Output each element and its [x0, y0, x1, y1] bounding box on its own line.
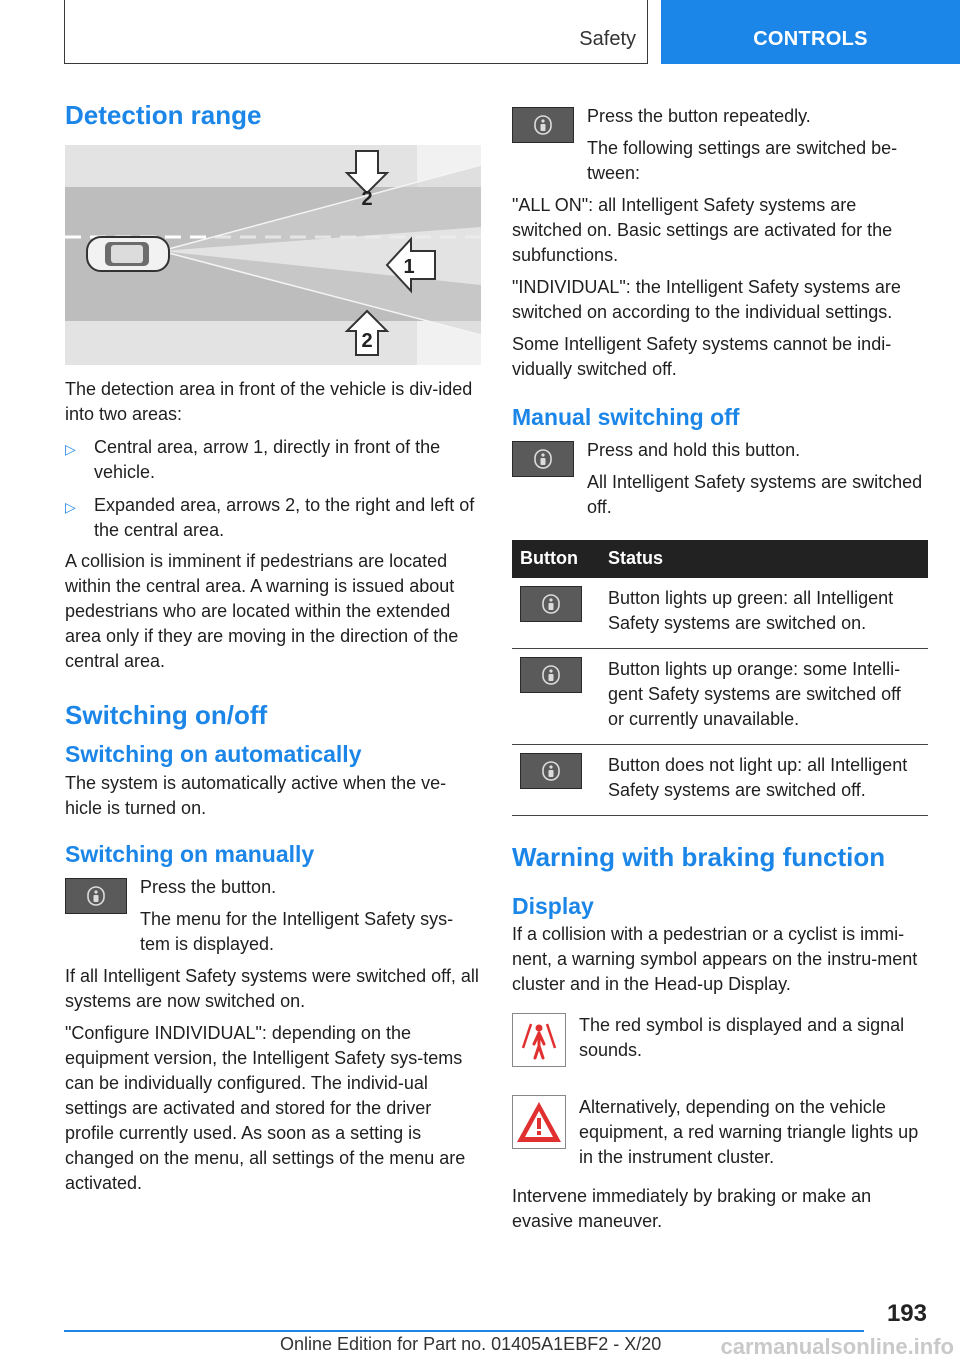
safety-button-icon: [520, 586, 582, 622]
manual-menu-text: The menu for the Intelligent Safety sys‐tem is displayed.: [140, 908, 454, 954]
display-heading: Display: [512, 892, 594, 919]
safety-button-icon: [512, 107, 574, 143]
auto-heading: Switching on automatically: [65, 741, 362, 768]
footer-edition: Online Edition for Part no. 01405A1EBF2 - X/20: [280, 1334, 662, 1354]
detection-diagram: [65, 145, 481, 365]
table-row: [512, 578, 928, 649]
header-section: Safety: [579, 28, 636, 50]
right-column: [512, 100, 928, 1234]
pedestrian-warning-icon: [512, 1013, 566, 1067]
individual-text: "INDIVIDUAL": the Intelligent Safety systems are switched on according to the individual settings.: [512, 277, 901, 322]
red-symbol-text: The red symbol is displayed and a signal sounds.: [579, 1015, 905, 1061]
table-header-row: [512, 540, 928, 578]
safety-button-icon: [520, 657, 582, 693]
all-on-text: "ALL ON": all Intelligent Safety systems are switched on. Basic settings are activated for the subfunctions.: [512, 195, 893, 265]
press-repeat-row: [512, 104, 928, 186]
manual-off-heading: Manual switching off: [512, 404, 740, 430]
status-table: [512, 540, 928, 816]
table-cell-icon: [512, 648, 600, 744]
manual-heading: Switching on manually: [65, 840, 315, 867]
table-row: [512, 744, 928, 815]
switching-heading: Switching on/off: [65, 700, 268, 731]
left-column: [65, 100, 481, 1196]
display-text: If a collision with a pedestrian or a cyclist is immi‐nent, a warning symbol appears on the instru‐ment cluster and in the Head-up Display.: [512, 924, 918, 995]
pedestrian-warning-row: [512, 1013, 928, 1069]
page-number: 193: [886, 1300, 927, 1327]
detection-range-heading: Detection range: [65, 100, 262, 130]
alternatively-text: Alternatively, depending on the vehicle equipment, a red warning triangle lights up in the instrument cluster.: [579, 1097, 919, 1168]
bullet-text: Expanded area, arrows 2, to the right and left of the central area.: [94, 495, 475, 541]
table-header-button: Button: [512, 540, 600, 578]
watermark: carmanualsonline.info: [720, 1334, 954, 1359]
collision-text: A collision is imminent if pedestrians are located within the central area. A warning is issued about pedestrians who are located within the extended area only if they are moving in the direction of the central area.: [65, 551, 459, 672]
press-hold-row: [512, 438, 928, 520]
arrow-label-mid: 1: [403, 256, 415, 279]
table-cell-icon: [512, 578, 600, 649]
table-cell-status: Button lights up green: all Intelligent Safety systems are switched on.: [600, 578, 928, 649]
some-cannot-text: Some Intelligent Safety systems cannot be indi‐vidually switched off.: [512, 334, 892, 379]
safety-button-icon: [512, 441, 574, 477]
header-chapter-label: CONTROLS: [753, 27, 868, 50]
arrow-label-top: 2: [361, 188, 373, 211]
manual-press-row: [65, 875, 481, 957]
table-row: [512, 648, 928, 744]
table-cell-status: Button lights up orange: some Intelli‐gent Safety systems are switched off or currently unavailable.: [600, 648, 928, 744]
detection-diagram-svg: [65, 145, 481, 365]
manual-all-off: If all Intelligent Safety systems were switched off, all systems are now switched on.: [65, 965, 479, 1011]
auto-text: The system is automatically active when the ve‐hicle is turned on.: [65, 772, 447, 818]
header-frame: [64, 0, 648, 64]
header-chapter-tab: [661, 0, 960, 64]
warning-heading: Warning with braking function: [512, 841, 886, 872]
table-cell-status: Button does not light up: all Intelligent Safety systems are switched off.: [600, 744, 928, 815]
press-hold-text: Press and hold this button.: [587, 439, 801, 460]
warning-triangle-icon: [512, 1095, 566, 1149]
bullet-item: [65, 435, 481, 485]
bullet-text: Central area, arrow 1, directly in front of the vehicle.: [94, 437, 441, 483]
footer-rule: [64, 1330, 864, 1332]
car-icon: [87, 237, 169, 271]
arrow-label-bottom: 2: [361, 330, 373, 353]
safety-button-icon: [65, 878, 127, 914]
safety-button-icon: [520, 753, 582, 789]
intervene-text: Intervene immediately by braking or make an evasive maneuver.: [512, 1186, 872, 1232]
triangle-bullet-icon: ▷: [65, 499, 76, 516]
table-cell-icon: [512, 744, 600, 815]
triangle-warning-row: [512, 1095, 928, 1170]
table-header-status: Status: [600, 540, 928, 578]
press-repeat-text: Press the button repeatedly.: [587, 106, 811, 126]
detection-intro: The detection area in front of the vehicle is div‐ided into two areas:: [65, 379, 473, 425]
all-off-text: All Intelligent Safety systems are switched off.: [587, 471, 923, 517]
following-text: The following settings are switched be‐tween:: [587, 138, 898, 183]
manual-press-text: Press the button.: [140, 876, 277, 897]
bullet-item: [65, 493, 481, 543]
triangle-bullet-icon: ▷: [65, 441, 76, 458]
manual-configure: "Configure INDIVIDUAL": depending on the equipment version, the Intelligent Safety sys‐tems can be individually configured. The individ‐ual settings are activated and stored for the driver profile currently used. As soon as a setting is changed on the menu, all settings of the menu are activated.: [65, 1022, 466, 1193]
